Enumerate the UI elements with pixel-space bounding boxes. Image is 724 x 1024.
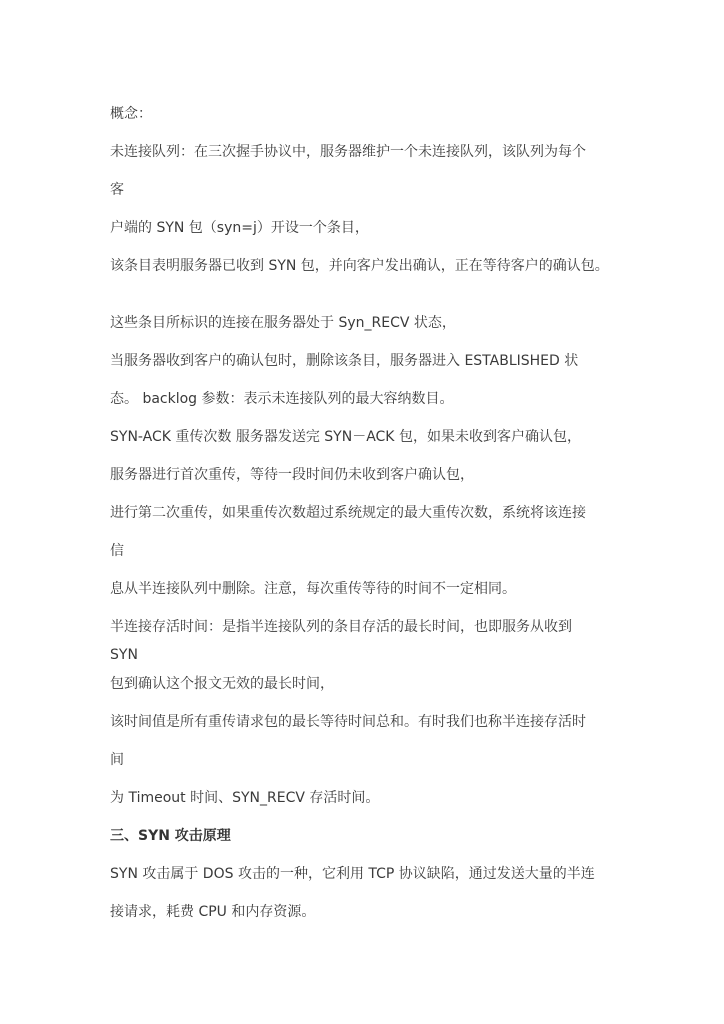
paragraph-line: 包到确认这个报文无效的最长时间， bbox=[110, 676, 334, 692]
section-heading: 三、SYN 攻击原理 bbox=[110, 828, 231, 844]
paragraph-line: 服务器进行首次重传，等待一段时间仍未收到客户确认包， bbox=[110, 467, 474, 483]
paragraph-line: 该时间值是所有重传请求包的最长等待时间总和。有时我们也称半连接存活时 bbox=[110, 714, 586, 730]
paragraph-line: 半连接存活时间：是指半连接队列的条目存活的最长时间，也即服务从收到 bbox=[110, 619, 572, 635]
paragraph-line: 未连接队列：在三次握手协议中，服务器维护一个未连接队列，该队列为每个 bbox=[110, 144, 586, 160]
paragraph-line: SYN bbox=[110, 647, 138, 663]
paragraph-line: 信 bbox=[110, 543, 124, 559]
paragraph-line: 户端的 SYN 包（syn=j）开设一个条目， bbox=[110, 220, 369, 236]
paragraph-line: 当服务器收到客户的确认包时，删除该条目，服务器进入 ESTABLISHED 状 bbox=[110, 353, 579, 369]
paragraph-line: 客 bbox=[110, 182, 124, 198]
paragraph-line: 这些条目所标识的连接在服务器处于 Syn_RECV 状态， bbox=[110, 315, 456, 331]
paragraph-line: 进行第二次重传，如果重传次数超过系统规定的最大重传次数，系统将该连接 bbox=[110, 505, 586, 521]
concept-heading: 概念： bbox=[110, 106, 152, 122]
paragraph-line: SYN 攻击属于 DOS 攻击的一种，它利用 TCP 协议缺陷，通过发送大量的半连 bbox=[110, 866, 595, 882]
paragraph-line: 为 Timeout 时间、SYN_RECV 存活时间。 bbox=[110, 790, 380, 806]
paragraph-line: 息从半连接队列中删除。注意，每次重传等待的时间不一定相同。 bbox=[110, 581, 516, 597]
paragraph-line: 态。 backlog 参数：表示未连接队列的最大容纳数目。 bbox=[110, 391, 454, 407]
paragraph-line: SYN-ACK 重传次数 服务器发送完 SYN－ACK 包，如果未收到客户确认包， bbox=[110, 429, 581, 445]
paragraph-line: 间 bbox=[110, 752, 124, 768]
paragraph-line: 该条目表明服务器已收到 SYN 包，并向客户发出确认，正在等待客户的确认包。 bbox=[110, 258, 609, 274]
paragraph-line: 接请求，耗费 CPU 和内存资源。 bbox=[110, 904, 316, 920]
